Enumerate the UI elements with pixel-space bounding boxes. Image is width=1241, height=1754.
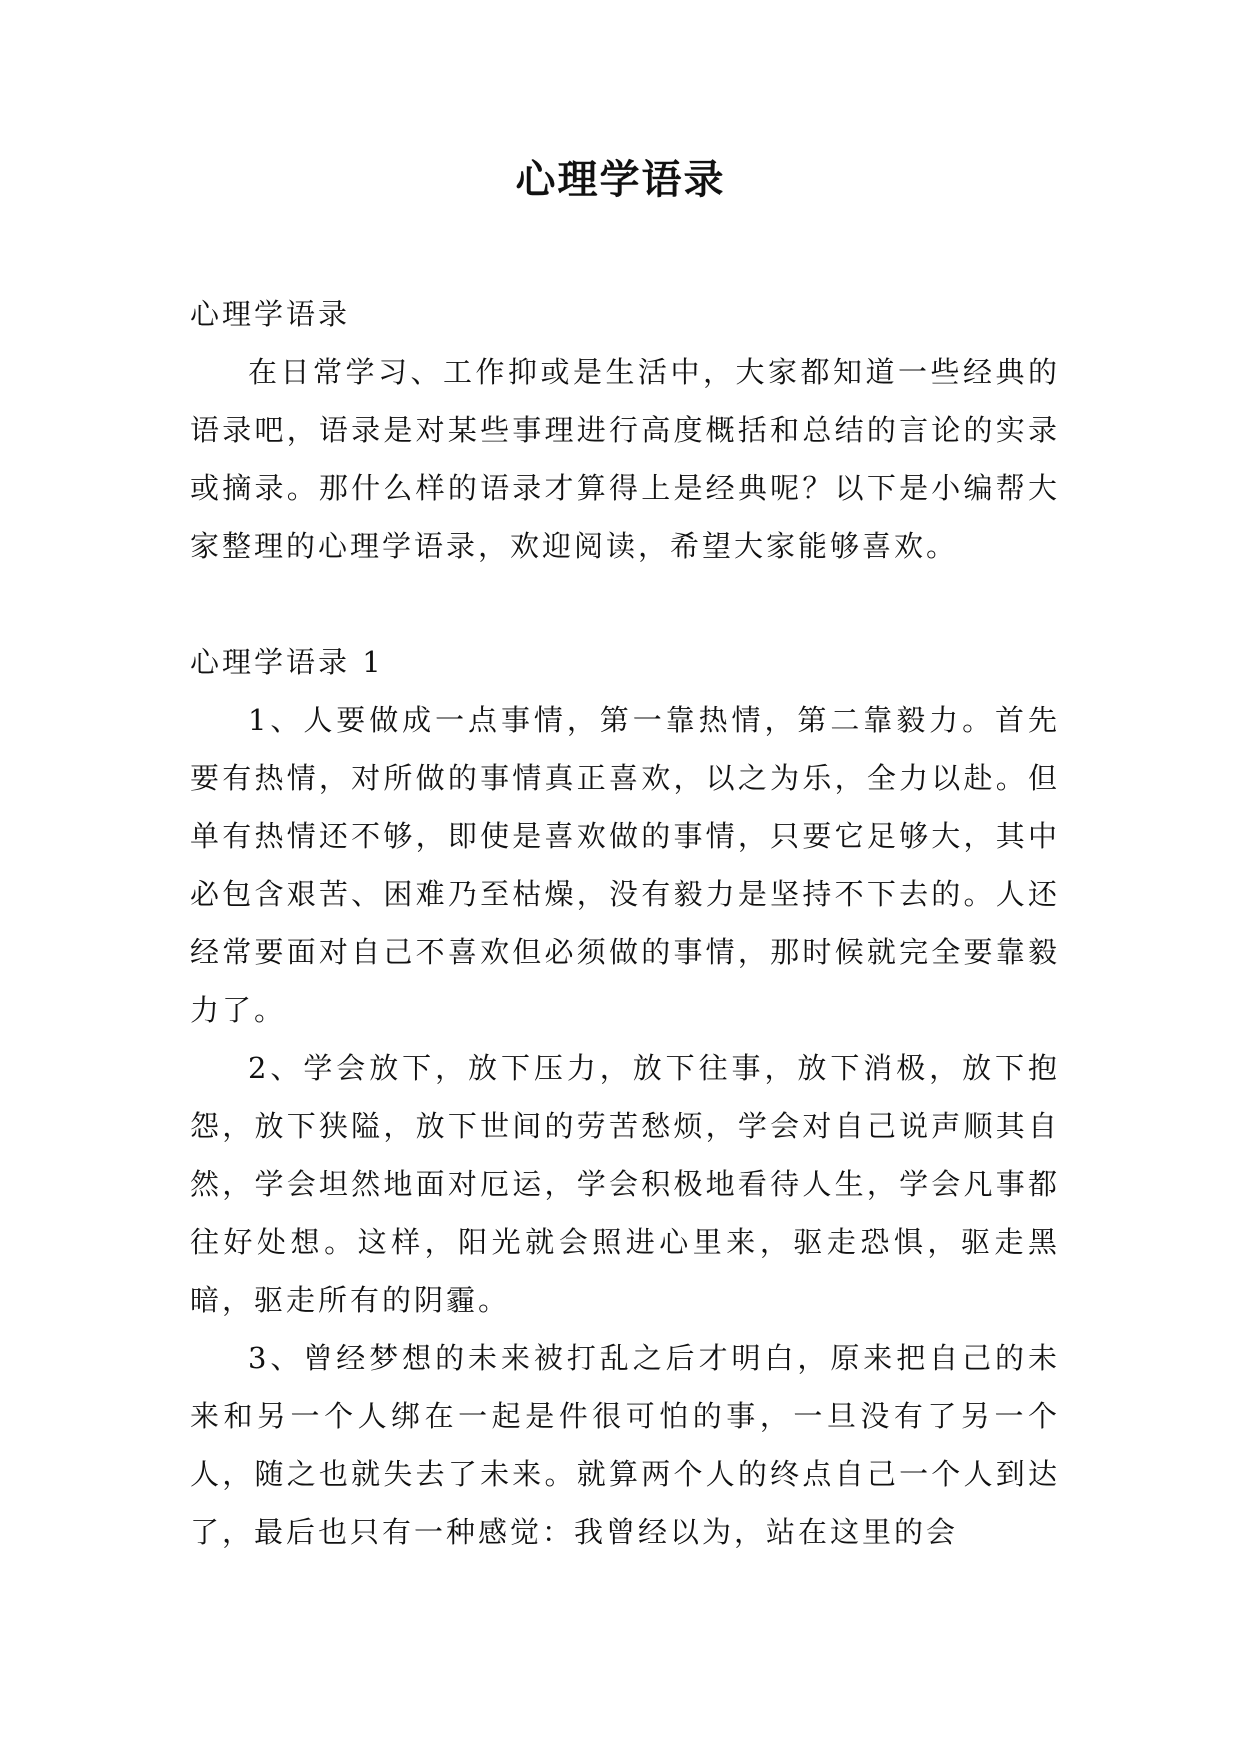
- quote-item-2: 2、学会放下，放下压力，放下往事，放下消极，放下抱怨，放下狭隘，放下世间的劳苦愁烦，学会对自己说声顺其自然，学会坦然地面对厄运，学会积极地看待人生，学会凡事都往好处想。这样，阳光就会照进心里来，驱走恐惧，驱走黑暗，驱走所有的阴霾。: [190, 1051, 1060, 1317]
- quote-item-1: 1、人要做成一点事情，第一靠热情，第二靠毅力。首先要有热情，对所做的事情真正喜欢，以之为乐，全力以赴。但单有热情还不够，即使是喜欢做的事情，只要它足够大，其中必包含艰苦、困难乃至枯燥，没有毅力是坚持不下去的。人还经常要面对自己不喜欢但必须做的事情，那时候就完全要靠毅力了。: [190, 703, 1060, 1027]
- document-subtitle: 心理学语录: [190, 297, 351, 331]
- section-heading: 心理学语录 1: [190, 645, 384, 679]
- document-title: 心理学语录: [515, 156, 726, 203]
- intro-paragraph: 在日常学习、工作抑或是生活中，大家都知道一些经典的语录吧，语录是对某些事理进行高度概括和总结的言论的实录或摘录。那什么样的语录才算得上是经典呢？以下是小编帮大家整理的心理学语录，欢迎阅读，希望大家能够喜欢。: [190, 355, 1060, 563]
- document-body: [190, 285, 1060, 1561]
- paragraph-spacer: [190, 575, 1060, 633]
- quote-item-3: 3、曾经梦想的未来被打乱之后才明白，原来把自己的未来和另一个人绑在一起是件很可怕的事，一旦没有了另一个人，随之也就失去了未来。就算两个人的终点自己一个人到达了，最后也只有一种感觉：我曾经以为，站在这里的会: [190, 1341, 1060, 1549]
